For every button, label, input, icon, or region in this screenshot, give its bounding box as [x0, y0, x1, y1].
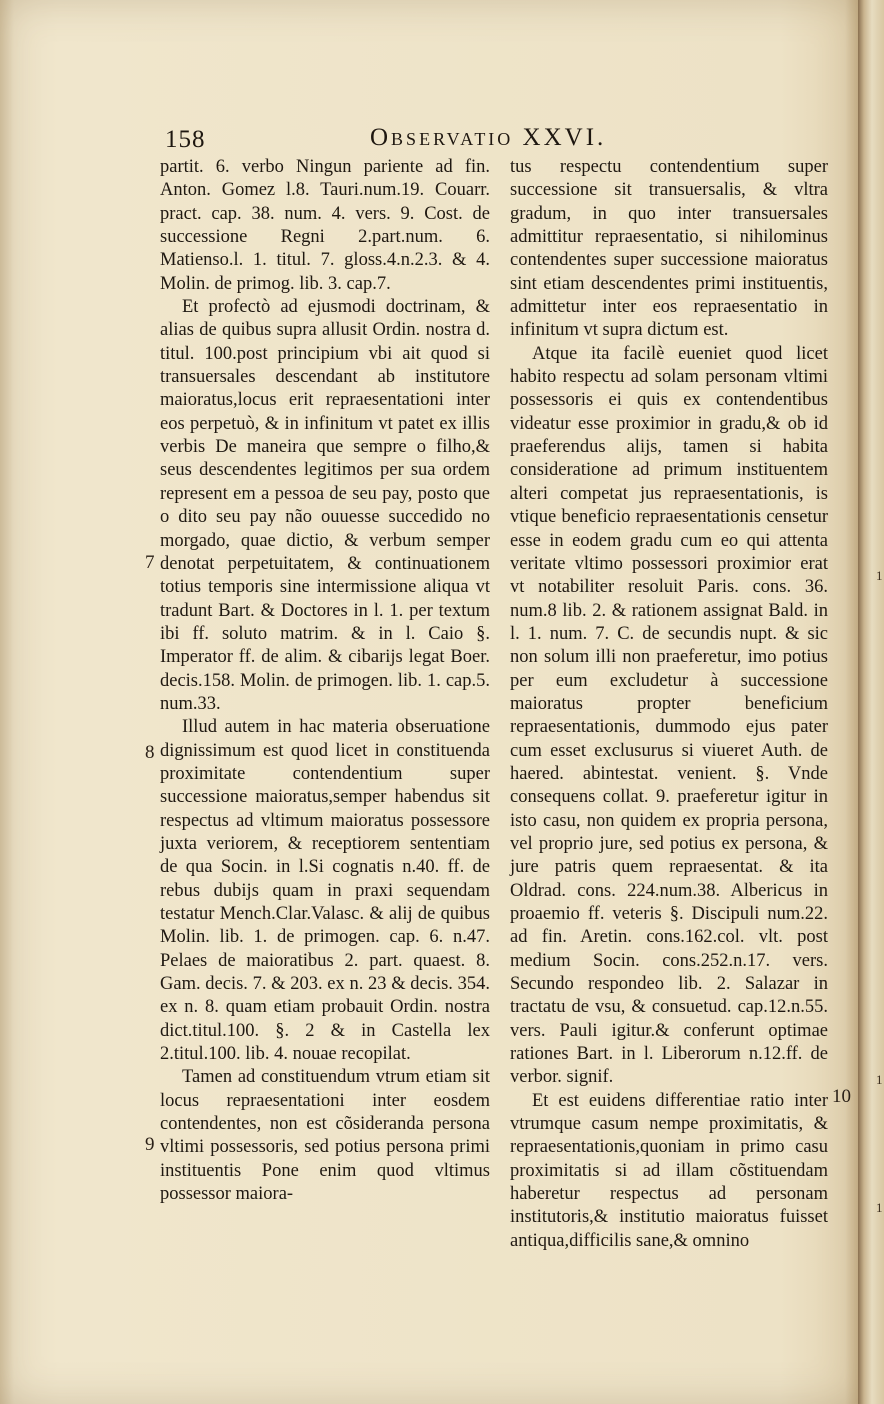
margin-number: 8: [145, 742, 155, 763]
margin-number: 9: [145, 1134, 155, 1155]
paragraph: Et est euidens differentiae ratio inter vtrumque casum nempe proximitatis, & repraesentationis,quoniam in primo casu proximitatis si ad illam cõstituendam haberetur respectus ad personam institutoris,& institutio maioratus fuisset antiqua,difficilis sane,& omnino: [510, 1090, 828, 1251]
margin-number: 7: [145, 552, 155, 573]
page-number: 158: [165, 126, 206, 153]
left-column: [160, 156, 490, 1206]
margin-number: 10: [832, 1086, 851, 1107]
paragraph: partit. 6. verbo Ningun pariente ad fin. Anton. Gomez l.8. Tauri.num.19. Couarr. pract. cap. 38. num. 4. vers. 9. Cost. de successione Regni 2.part.num. 6. Matienso.l. 1. titul. 7. gloss.4.n.2.3. & 4. Molin. de primog. lib. 3. cap.7.: [160, 157, 490, 294]
facing-page-edge: [858, 0, 884, 1404]
edge-mark: 1: [876, 1072, 883, 1087]
paragraph: Tamen ad constituendum vtrum etiam sit locus repraesentationi inter eosdem contendentes, non est cõsideranda persona vltimi possessoris, sed potius persona primi instituentis Pone enim quod vltimus possessor maiora-: [160, 1067, 490, 1205]
page-title: Observatio XXVI.: [370, 124, 607, 151]
paragraph: tus respectu contendentium super successione sit transuersalis, & vltra gradum, in quo inter transuersales admittitur repraesentatio, si nihilominus contendentes super successione maioratus sint etiam descendentes primi instituentis, admittetur inter eos repraesentatio in infinitum vt supra dictum est.: [510, 157, 828, 341]
edge-mark: 1: [876, 1200, 883, 1215]
paragraph: Et profectò ad ejusmodi doctrinam, & alias de quibus supra allusit Ordin. nostra d. titul. 100.post principium vbi ait quod si transuersales descendant ab institutore maioratus,locus erit repraesentationi inter eos perpetuò, & in infinitum vt patet ex illis verbis De maneira que sempre o filho,& seus descendentes legitimos per sua ordem represent em a pessoa de seu pay, posto que o dito seu pay não ouuesse succedido no morgado, quae dictio, & verbum semper denotat perpetuitatem, & continuationem totius temporis sine intermissione aliqua vt tradunt Bart. & Doctores in l. 1. per textum ibi ff. soluto matrim. & in l. Caio §. Imperator ff. de alim. & cibarijs legat Boer. decis.158. Molin. de primogen. lib. 1. cap.5. num.33.: [160, 297, 490, 714]
edge-mark: 1: [876, 568, 883, 583]
paragraph: Atque ita facilè eueniet quod licet habito respectu ad solam personam vltimi possessoris ei quis ex contendentibus videatur esse proximior in gradu,& ob id praeferendus alijs, tamen si habita consideratione ad primum instituentem alteri competat jus repraesentationis, is vtique beneficio repraesentationis censetur esse in eodem gradu cum eo qui attenta veritate vltimo possessori proximior erat vt notabiliter resoluit Paris. cons. 36. num.8 lib. 2. & rationem assignat Bald. in l. 1. num. 7. C. de secundis nupt. & sic non solum illi non praeferetur, imo potius per eum excludetur à successione maioratus propter beneficium repraesentationis, dummodo ejus pater cum esset exclusurus si viueret Auth. de haered. abintestat. venient. §. Vnde consequens collat. 9. praeferetur igitur in isto casu, non quidem ex propria persona, vel proprio jure, sed potius ex persona, & jure patris quem repraesentat. & ita Oldrad. cons. 224.num.38. Albericus in proaemio ff. veteris §. Discipuli num.22. ad fin. Aretin. cons.162.col. vlt. post medium Socin. cons.252.n.17. vers. Secundo respondeo lib. 2. Salazar in tractatu de vsu, & consuetud. cap.12.n.55. vers. Pauli igitur.& conferunt optimae rationes Bart. in l. Liberorum n.12.ff. de verbor. signif.: [510, 343, 828, 1088]
right-column: [510, 156, 828, 1253]
paragraph: Illud autem in hac materia obseruatione dignissimum est quod licet in constituenda proximitate contendentium super successione maioratus,semper habendus sit respectus ad vltimum maioratus possessore juxta veriorem, & receptiorem sententiam de qua Socin. in l.Si cognatis n.40. ff. de rebus dubijs quam in praxi sequendam testatur Mench.Clar.Valasc. & alij de quibus Molin. lib. 1. de primogen. cap. 6. n.47. Pelaes de maioratibus 2. part. quaest. 8. Gam. decis. 7. & 203. ex n. 23 & decis. 354. ex n. 8. quam etiam probauit Ordin. nostra dict.titul.100. §. 2 & in Castella lex 2.titul.100. lib. 4. nouae recopilat.: [160, 717, 490, 1065]
